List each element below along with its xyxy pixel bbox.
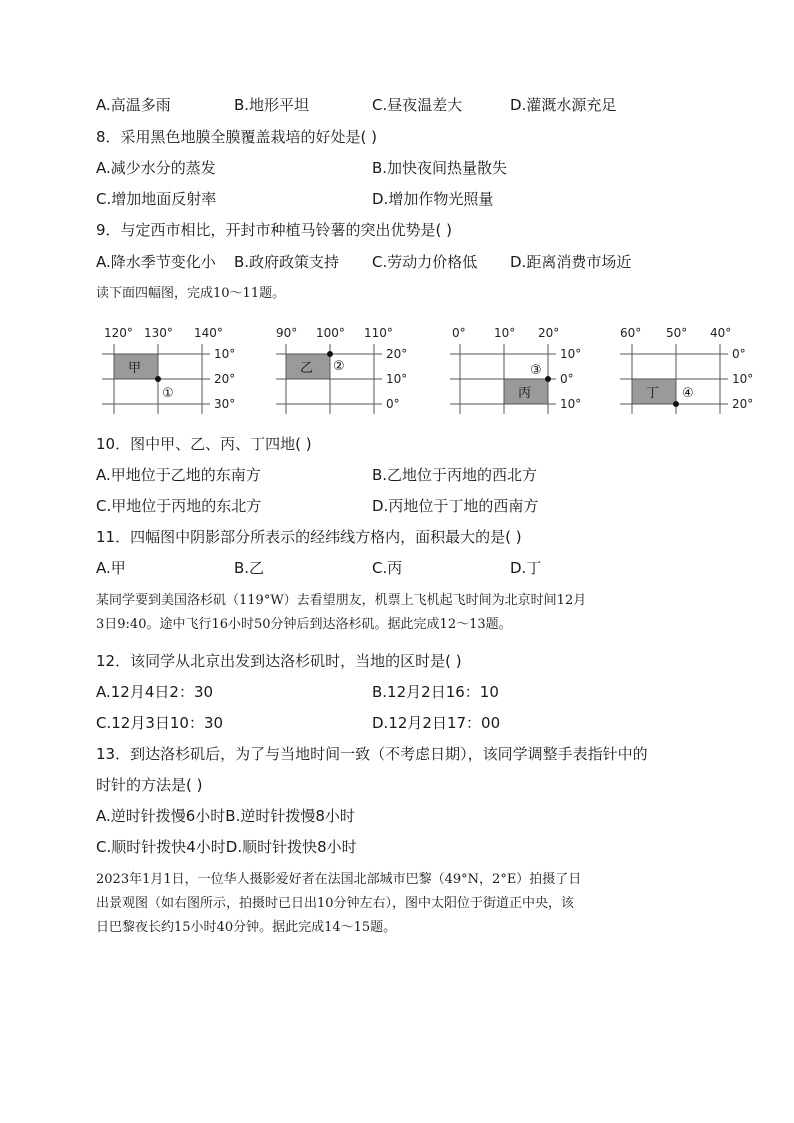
q12-option-a: A.12月4日2：30 <box>96 683 214 701</box>
map3-side-label-3: 10° <box>560 397 582 411</box>
map4-side-label-1: 0° <box>732 347 746 361</box>
q7-option-d: D.灌溉水源充足 <box>510 96 617 114</box>
map3-point <box>545 376 551 382</box>
q10-stem: 10．图中甲、乙、丙、丁四地( ) <box>96 435 312 453</box>
q11-option-c: C.丙 <box>372 559 403 577</box>
q10-option-b: B.乙地位于丙地的西北方 <box>372 466 538 484</box>
map4-top-label-2: 50° <box>666 326 688 340</box>
map3-top-label-1: 0° <box>452 326 466 340</box>
q9-stem: 9．与定西市相比，开封市种植马铃薯的突出优势是( ) <box>96 221 453 239</box>
q9-option-c: C.劳动力价格低 <box>372 253 478 271</box>
intro-14-15-line3: 日巴黎夜长约15小时40分钟。据此完成14～15题。 <box>96 920 397 935</box>
q12-option-d: D.12月2日17：00 <box>372 714 501 732</box>
q12-stem: 12．该同学从北京出发到达洛杉矶时，当地的区时是( ) <box>96 652 462 670</box>
q7-option-c: C.昼夜温差大 <box>372 96 463 114</box>
q12-option-c: C.12月3日10：30 <box>96 714 224 732</box>
map4-cell-label: 丁 <box>646 386 660 401</box>
q13-stem-line1: 13．到达洛杉矶后，为了与当地时间一致（不考虑日期），该同学调整手表指针中的 <box>96 745 648 763</box>
q13-options-line2: C.顺时针拨快4小时D.顺时针拨快8小时 <box>96 838 357 856</box>
map4-top-label-3: 40° <box>710 326 732 340</box>
q8-option-a: A.减少水分的蒸发 <box>96 159 216 177</box>
map4-side-label-3: 20° <box>732 397 754 411</box>
map1-top-label-2: 130° <box>144 326 173 340</box>
map-bing <box>446 322 586 418</box>
map3-side-label-2: 0° <box>560 372 574 386</box>
map2-marker: ② <box>333 359 345 374</box>
q8-option-d: D.增加作物光照量 <box>372 190 494 208</box>
intro-12-13-line2: 3日9:40。途中飞行16小时50分钟后到达洛杉矶。据此完成12～13题。 <box>96 617 512 632</box>
intro-14-15-line1: 2023年1月1日，一位华人摄影爱好者在法国北部城市巴黎（49°N，2°E）拍摄了日 <box>96 872 582 887</box>
map2-top-label-2: 100° <box>316 326 345 340</box>
intro-14-15-line2: 出景观图（如右图所示，拍摄时已日出10分钟左右），图中太阳位于街道正中央，该 <box>96 896 575 911</box>
map2-side-label-3: 0° <box>386 397 400 411</box>
q10-option-c: C.甲地位于丙地的东北方 <box>96 497 262 515</box>
map1-side-label-1: 10° <box>214 347 236 361</box>
q9-option-b: B.政府政策支持 <box>234 253 340 271</box>
q9-option-a: A.降水季节变化小 <box>96 253 216 271</box>
map3-marker: ③ <box>530 363 542 378</box>
map3-top-label-3: 20° <box>538 326 560 340</box>
q11-stem: 11．四幅图中阴影部分所表示的经纬线方格内，面积最大的是( ) <box>96 528 522 546</box>
q13-options-line1: A.逆时针拨慢6小时B.逆时针拨慢8小时 <box>96 807 355 825</box>
q10-option-a: A.甲地位于乙地的东南方 <box>96 466 261 484</box>
q11-option-a: A.甲 <box>96 559 126 577</box>
map1-top-label-3: 140° <box>194 326 223 340</box>
map2-point <box>327 351 333 357</box>
map2-top-label-3: 110° <box>364 326 393 340</box>
map1-side-label-3: 30° <box>214 397 236 411</box>
q10-option-d: D.丙地位于丁地的西南方 <box>372 497 539 515</box>
map1-point <box>155 376 161 382</box>
q13-stem-line2: 时针的方法是( ) <box>96 776 203 794</box>
map-jia <box>96 322 246 418</box>
q11-option-b: B.乙 <box>234 559 265 577</box>
map2-side-label-2: 10° <box>386 372 408 386</box>
map1-top-label-1: 120° <box>104 326 133 340</box>
map3-side-label-1: 10° <box>560 347 582 361</box>
q7-option-a: A.高温多雨 <box>96 96 171 114</box>
map2-top-label-1: 90° <box>276 326 298 340</box>
intro-12-13-line1: 某同学要到美国洛杉矶（119°W）去看望朋友，机票上飞机起飞时间为北京时间12月 <box>96 593 587 608</box>
map1-side-label-2: 20° <box>214 372 236 386</box>
map4-side-label-2: 10° <box>732 372 754 386</box>
q9-option-d: D.距离消费市场近 <box>510 253 632 271</box>
q8-option-c: C.增加地面反射率 <box>96 190 217 208</box>
map3-top-label-2: 10° <box>494 326 516 340</box>
q8-option-b: B.加快夜间热量散失 <box>372 159 508 177</box>
map4-top-label-1: 60° <box>620 326 642 340</box>
q7-option-b: B.地形平坦 <box>234 96 310 114</box>
intro-10-11: 读下面四幅图，完成10～11题。 <box>96 286 286 301</box>
map4-marker: ④ <box>682 386 694 401</box>
map2-cell-label: 乙 <box>300 361 314 376</box>
map4-point <box>673 401 679 407</box>
map2-side-label-1: 20° <box>386 347 408 361</box>
map1-cell-label: 甲 <box>128 361 142 376</box>
q11-option-d: D.丁 <box>510 559 542 577</box>
map-ding <box>616 322 766 418</box>
map3-cell-label: 丙 <box>518 386 532 401</box>
map1-marker: ① <box>162 386 174 401</box>
q8-stem: 8．采用黑色地膜全膜覆盖栽培的好处是( ) <box>96 128 378 146</box>
q12-option-b: B.12月2日16：10 <box>372 683 499 701</box>
map-yi <box>272 322 412 418</box>
